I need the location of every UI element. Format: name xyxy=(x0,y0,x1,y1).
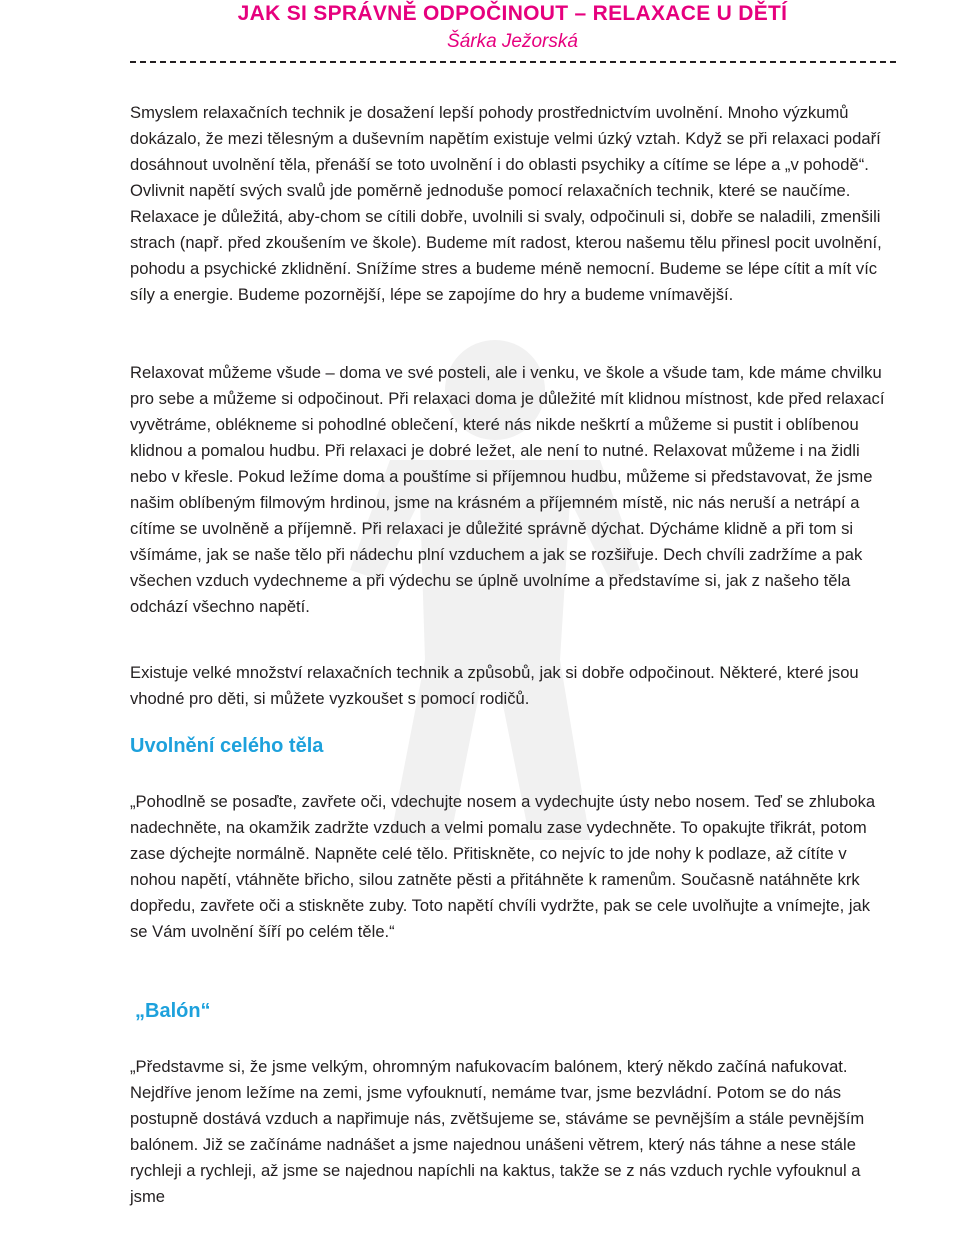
section-heading: Uvolnění celého těla xyxy=(130,735,324,757)
page-title: JAK SI SPRÁVNĚ ODPOČINOUT – RELAXACE U DĚTÍ xyxy=(237,2,788,25)
intro-paragraph: Smyslem relaxačních technik je dosažení lepší pohody prostřednictvím uvolnění. Mnoho výzkumů dokázalo, že mezi tělesným a duševním napětím existuje velmi úzký vztah. Když se při relaxaci podaří dosáhnout uvolnění těla, přenáší se toto uvolnění i do oblasti psychiky a cítíme se lépe a „v pohodě“. Ovlivnit napětí svých svalů jde poměrně jednoduše pomocí relaxačních technik, které se naučíme. Relaxace je důležitá, aby-chom se cítili dobře, uvolnili si svaly, odpočinuli si, dobře se naladili, zmenšili strach (např. před zkoušením ve škole). Budeme mít radost, kterou našemu tělu přinesl pocit uvolnění, pohodu a psychické zklidnění. Snížíme stres a budeme méně nemocní. Budeme se lépe cítit a mít víc síly a energie. Budeme pozornější, lépe se zapojíme do hry a budeme vnímavější. xyxy=(130,103,882,304)
dashed-divider xyxy=(130,61,896,63)
intro-paragraph: Relaxovat můžeme všude – doma ve své posteli, ale i venku, ve škole a všude tam, kde máme chvilku pro sebe a můžeme si odpočinout. Při relaxaci doma je důležité mít klidnou místnost, kde před relaxací vyvětráme, oblékneme si pohodlné oblečení, které nás nikde neškrtí a můžeme si pustit i oblíbenou klidnou a pomalou hudbu. Při relaxaci je dobré ležet, ale není to nutné. Relaxovat můžeme i na židli nebo v křesle. Pokud ležíme doma a pouštíme si příjemnou hudbu, můžeme si představovat, že jsme našim oblíbeným filmovým hrdinou, jsme na krásném a příjemném místě, nic nás neruší a netrápí a cítíme se uvolněně a příjemně. Při relaxaci je důležité správně dýchat. Dýcháme klidně a při tom si všímáme, jak se naše tělo při nádechu plní vzduchem a jak se rozšiřuje. Dech chvíli zadržíme a pak všechen vzduch vydechneme a při výdechu se úplně uvolníme a představíme si, jak z našeho těla odchází všechno napětí. xyxy=(130,363,885,616)
intro-paragraph: Existuje velké množství relaxačních technik a způsobů, jak si dobře odpočinout. Některé, které jsou vhodné pro děti, si můžete vyzkoušet s pomocí rodičů. xyxy=(130,663,859,708)
section-paragraph: „Představme si, že jsme velkým, ohromným nafukovacím balónem, který někdo začíná nafukovat. Nejdříve jenom ležíme na zemi, jsme vyfouknutí, nemáme tvar, jsme bezvládní. Potom se do nás postupně dostává vzduch a napřimuje nás, zvětšujeme se, stáváme se pevnějším a stále pevnějším balónem. Již se začínáme nadnášet a jsme najednou unášeni větrem, který nás táhne a nese stále rychleji a rychleji, až jsme se najednou napíchli na kaktus, takže se z nás vzduch rychle vyfouknul a jsme xyxy=(130,1057,865,1206)
author-name: Šárka Ježorská xyxy=(447,31,578,52)
section-paragraph: „Pohodlně se posaďte, zavřete oči, vdechujte nosem a vydechujte ústy nebo nosem. Teď se zhluboka nadechněte, na okamžik zadržte vzduch a velmi pomalu zase vydechněte. To opakujte třikrát, potom zase dýchejte normálně. Napněte celé tělo. Přitiskněte, co nejvíc to jde nohy k podlaze, až cítíte v nohou napětí, vtáhněte břicho, silou zatněte pěsti a přitáhněte k ramenům. Současně natáhněte krk dopředu, zavřete oči a stiskněte zuby. Toto napětí chvíli vydržte, pak se cele uvolňujte a vnímejte, jak se Vám uvolnění šíří po celém těle.“ xyxy=(130,792,876,941)
section-heading: „Balón“ xyxy=(135,1000,211,1022)
